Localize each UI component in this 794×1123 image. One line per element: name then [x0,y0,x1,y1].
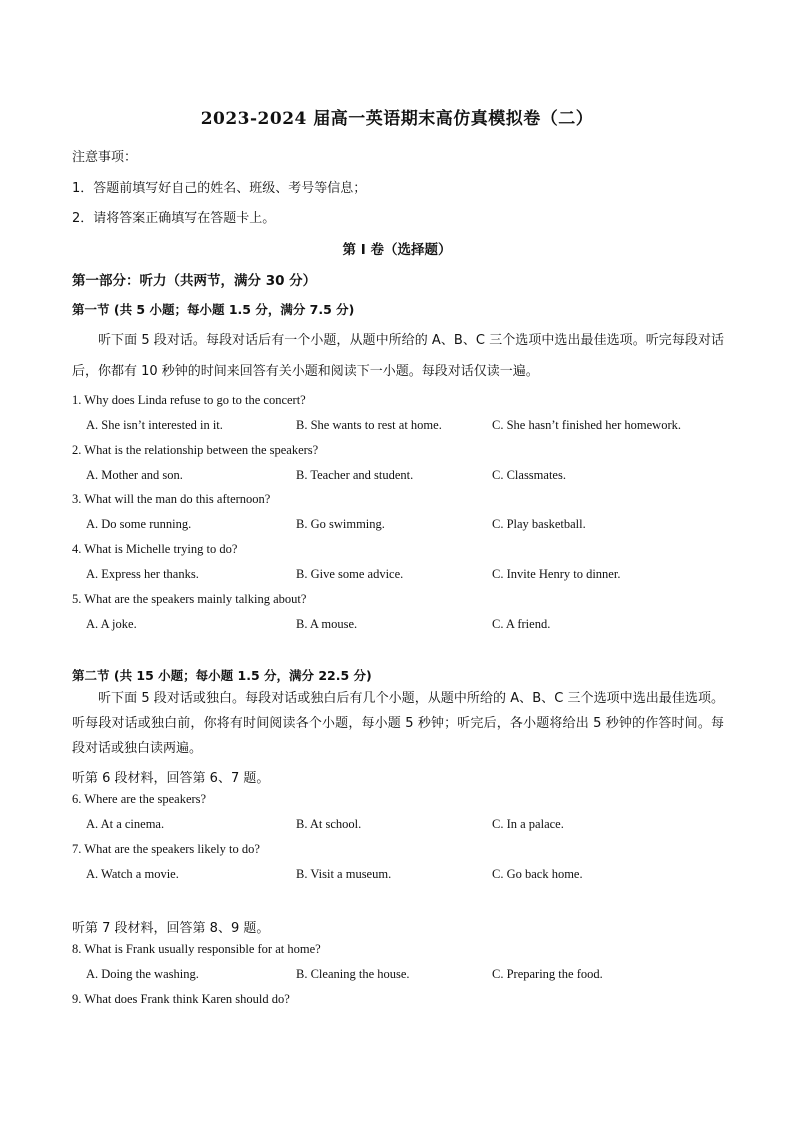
question-8-option-c: C. Preparing the food. [492,967,603,981]
question-8: 8. What is Frank usually responsible for at home? [72,942,321,956]
section1-title: 第一节 (共 5 小题；每小题 1.5 分，满分 7.5 分) [72,302,355,317]
part1-title: 第一部分：听力（共两节，满分 30 分） [72,273,317,289]
question-9: 9. What does Frank think Karen should do? [72,992,290,1006]
question-2-option-c: C. Classmates. [492,468,566,482]
material-7-heading: 听第 7 段材料，回答第 8、9 题。 [72,921,270,936]
notice-heading: 注意事项： [72,150,138,165]
question-1-option-b: B. She wants to rest at home. [296,418,442,432]
question-3-option-b: B. Go swimming. [296,517,385,531]
question-4: 4. What is Michelle trying to do? [72,542,238,556]
question-5: 5. What are the speakers mainly talking about? [72,592,307,606]
question-5-option-c: C. A friend. [492,617,551,631]
question-3: 3. What will the man do this afternoon? [72,492,271,506]
question-7: 7. What are the speakers likely to do? [72,842,260,856]
section2-instructions: 听下面 5 段对话或独白。每段对话或独白后有几个小题，从题中所给的 A、B、C 三个选项中选出最佳选项。听每段对话或独白前，你将有时间阅读各个小题，每小题 5 秒钟；听完后，各小题将给出 5 秒钟的作答时间。每段对话或独白读两遍。 [72,691,724,756]
question-4-option-c: C. Invite Henry to dinner. [492,567,621,581]
question-8-option-a: A. Doing the washing. [86,967,199,981]
section2-title: 第二节 (共 15 小题；每小题 1.5 分，满分 22.5 分) [72,668,372,683]
question-6-option-c: C. In a palace. [492,817,564,831]
question-1-option-c: C. She hasn’t finished her homework. [492,418,681,432]
question-1: 1. Why does Linda refuse to go to the concert? [72,393,306,407]
question-7-option-b: B. Visit a museum. [296,867,392,881]
question-3-option-a: A. Do some running. [86,517,192,531]
question-2-option-b: B. Teacher and student. [296,468,414,482]
question-3-option-c: C. Play basketball. [492,517,586,531]
question-8-option-b: B. Cleaning the house. [296,967,410,981]
question-7-option-c: C. Go back home. [492,867,583,881]
question-5-option-b: B. A mouse. [296,617,358,631]
material-6-heading: 听第 6 段材料，回答第 6、7 题。 [72,771,270,786]
question-1-option-a: A. She isn’t interested in it. [86,418,223,432]
question-6: 6. Where are the speakers? [72,792,207,806]
question-7-option-a: A. Watch a movie. [86,867,179,881]
notice-item-1: 1．答题前填写好自己的姓名、班级、考号等信息； [72,181,367,196]
question-4-option-b: B. Give some advice. [296,567,404,581]
question-6-option-a: A. At a cinema. [86,817,165,831]
volume-title: 第 I 卷（选择题） [342,242,452,258]
question-5-option-a: A. A joke. [86,617,137,631]
question-2-option-a: A. Mother and son. [86,468,183,482]
notice-item-2: 2．请将答案正确填写在答题卡上。 [72,211,276,226]
question-2: 2. What is the relationship between the speakers? [72,443,319,457]
question-4-option-a: A. Express her thanks. [86,567,199,581]
page-title: 2023-2024 届高一英语期末高仿真模拟卷（二） [200,109,594,129]
question-6-option-b: B. At school. [296,817,362,831]
section1-instructions: 听下面 5 段对话。每段对话后有一个小题，从题中所给的 A、B、C 三个选项中选出最佳选项。听完每段对话后，你都有 10 秒钟的时间来回答有关小题和阅读下一小题。每段对话仅读一遍。 [72,333,724,379]
